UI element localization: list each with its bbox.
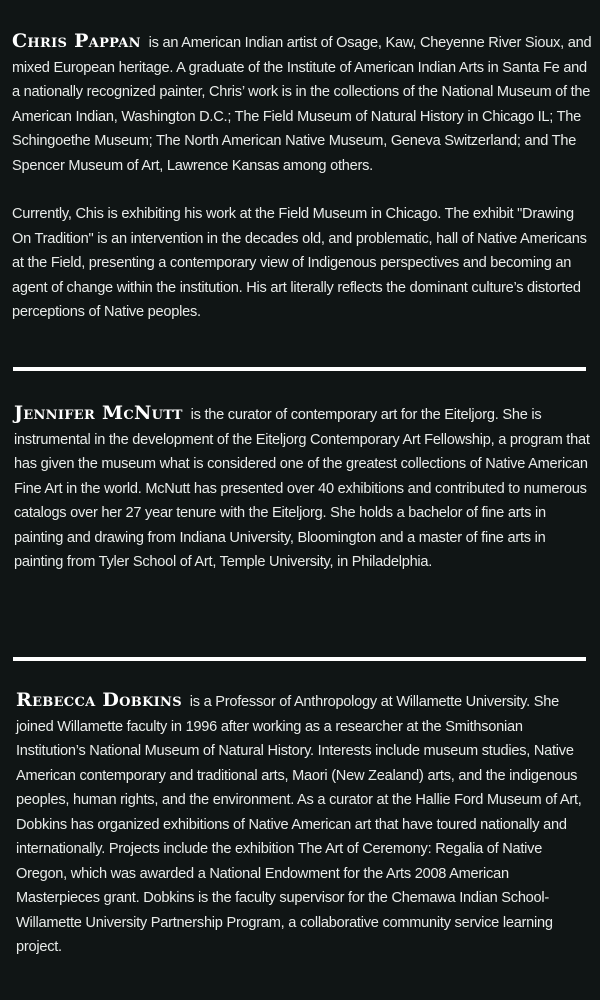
- bio-name: Chris Pappan: [12, 30, 141, 52]
- bio-text: is the curator of contemporary art for the Eiteljorg. She is instrumental in the development of the Eiteljorg Contemporary Art Fellowship, a program that has given the museum what is considered one of the greatest collections of Native American Fine Art in the world. McNutt has presented over 40 exhibitions and contributed to numerous catalogs over her 27 year tenure with the Eiteljorg. She holds a bachelor of fine arts in painting and drawing from Indiana University, Bloomington and a master of fine arts in painting from Tyler School of Art, Temple University, in Philadelphia.: [14, 407, 590, 570]
- bio-rebecca-dobkins: [16, 688, 592, 960]
- bio-text: is a Professor of Anthropology at Willamette University. She joined Willamette faculty in 1996 after working as a researcher at the Smithsonian Institution’s National Museum of Natural History. Interests include museum studies, Native American contemporary and traditional arts, Maori (New Zealand) arts, and the indigenous peoples, human rights, and the environment. As a curator at the Hallie Ford Museum of Art, Dobkins has organized exhibitions of Native American art that have toured nationally and internationally. Projects include the exhibition The Art of Ceremony: Regalia of Native Oregon, which was awarded a National Endowment for the Arts 2008 American Masterpieces grant. Dobkins is the faculty supervisor for the Chemawa Indian School-Willamette University Partnership Program, a collaborative community service learning project.: [16, 694, 582, 955]
- section-divider: [13, 367, 586, 371]
- bio-paragraph: Currently, Chis is exhibiting his work at the Field Museum in Chicago. The exhibit "Drawing On Tradition" is an intervention in the decades old, and problematic, hall of Native Americans at the Field, presenting a contemporary view of Indigenous perspectives and becoming an agent of change within the institution. His art literally reflects the dominant culture’s distorted perceptions of Native peoples.: [12, 206, 587, 320]
- bio-paragraph: [12, 29, 592, 178]
- bio-chris-pappan: [12, 29, 592, 325]
- bio-text: is an American Indian artist of Osage, Kaw, Cheyenne River Sioux, and mixed European heritage. A graduate of the Institute of American Indian Arts in Santa Fe and a nationally recognized painter, Chris’ work is in the collections of the National Museum of the American Indian, Washington D.C.; The Field Museum of Natural History in Chicago IL; The Schingoethe Museum; The North American Native Museum, Geneva Switzerland; and The Spencer Museum of Art, Lawrence Kansas among others.: [12, 35, 592, 174]
- bio-paragraph: [16, 688, 592, 960]
- bio-paragraph: [14, 401, 590, 575]
- bio-jennifer-mcnutt: [14, 401, 590, 575]
- bio-name: Jennifer McNutt: [14, 402, 183, 424]
- bio-name: Rebecca Dobkins: [16, 689, 182, 711]
- section-divider: [13, 657, 586, 661]
